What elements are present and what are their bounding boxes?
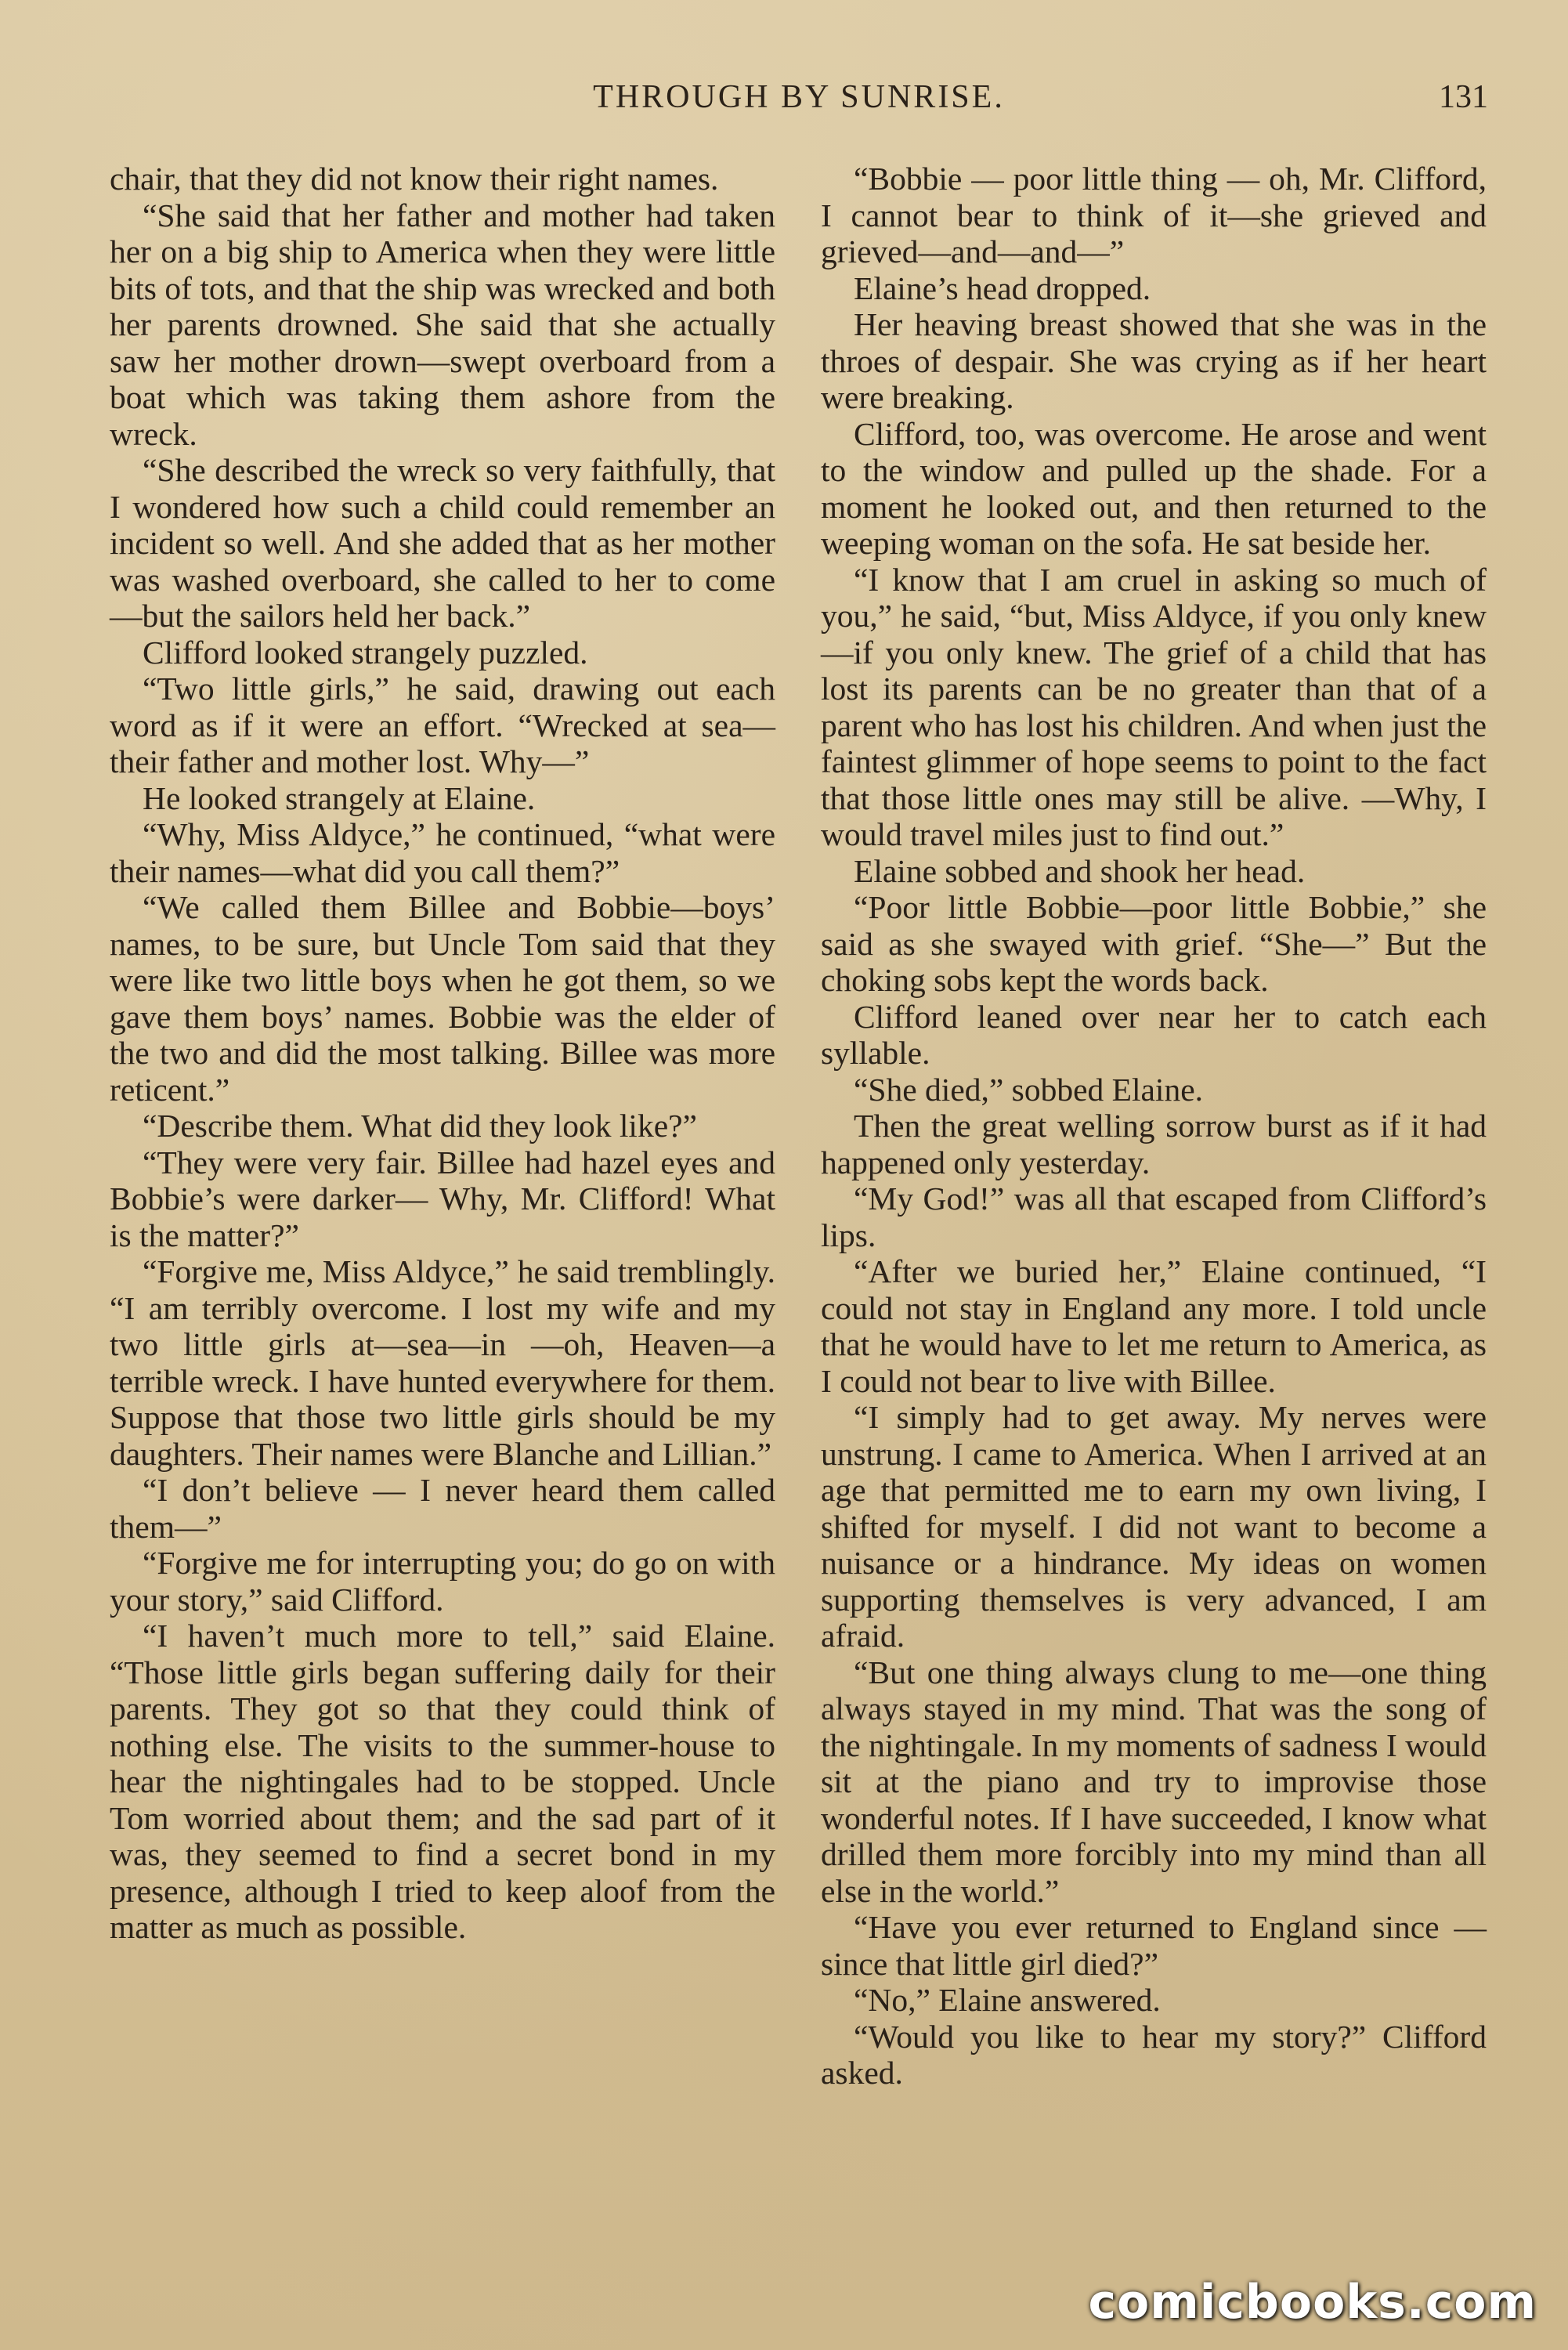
paragraph: “Bobbie — poor little thing — oh, Mr. Clifford, I cannot bear to think of it—she grieved and grieved—and—and—” (821, 161, 1487, 269)
paragraph: “My God!” was all that escaped from Clifford’s lips. (821, 1180, 1487, 1253)
paragraph: “I know that I am cruel in asking so much of you,” he said, “but, Miss Aldyce, if you only knew—if you only knew. The grief of a child that has lost its parents can be no greater than that of a parent who has lost his children. And when just the faintest glimmer of hope seems to point to the fact that those little ones may still be alive. —Why, I would travel miles just to find out.” (821, 561, 1487, 852)
paragraph: Clifford, too, was overcome. He arose and went to the window and pulled up the shade. For a moment he looked out, and then returned to the weeping woman on the sofa. He sat beside her. (821, 415, 1487, 561)
paragraph: “No,” Elaine answered. (854, 1982, 1161, 2018)
site-watermark: comicbooks.com (1088, 2275, 1537, 2330)
paragraph: “Would you like to hear my story?” Clifford asked. (821, 2018, 1487, 2091)
paragraph: “I simply had to get away. My nerves were unstrung. I came to America. When I arrived at an age that permitted me to earn my own living, I shifted for myself. I did not want to become a nuisance or a hindrance. My ideas on women supporting themselves is very advanced, I am afraid. (821, 1399, 1487, 1654)
paragraph: “Forgive me for interrupting you; do go on with your story,” said Clifford. (110, 1545, 775, 1618)
paragraph: chair, that they did not know their right names. (110, 161, 719, 197)
paragraph: Elaine sobbed and shook her head. (854, 852, 1306, 889)
paragraph: “Describe them. What did they look like?” (143, 1108, 697, 1144)
text-column-left (110, 161, 775, 1946)
paragraph: “I don’t believe — I never heard them called them—” (110, 1472, 775, 1545)
paragraph: “But one thing always clung to me—one thing always stayed in my mind. That was the song of the nightingale. In my moments of sadness I would sit at the piano and try to improvise those wonderful notes. If I have succeeded, I know what drilled them more forcibly into my mind than all else in the world.” (821, 1654, 1487, 1909)
paragraph: “I haven’t much more to tell,” said Elaine. “Those little girls began suffering daily for their parents. They got so that they could think of nothing else. The visits to the summer-house to hear the nightingales had to be stopped. Uncle Tom worried about them; and the sad part of it was, they seemed to find a secret bond in my presence, although I tried to keep aloof from the matter as much as possible. (110, 1618, 775, 1945)
running-title: THROUGH BY SUNRISE. (593, 79, 1005, 115)
running-header (110, 78, 1488, 133)
paragraph: “Have you ever returned to England since —since that little girl died?” (821, 1909, 1487, 1982)
paragraph: “Forgive me, Miss Aldyce,” he said tremblingly. “I am terribly overcome. I lost my wife and my two little girls at—sea—in —oh, Heaven—a terrible wreck. I have hunted everywhere for them. Suppose that those two little girls should be my daughters. Their names were Blanche and Lillian.” (110, 1253, 775, 1472)
text-column-right (821, 161, 1487, 2092)
paragraph: Clifford leaned over near her to catch each syllable. (821, 998, 1487, 1071)
page-number: 131 (1439, 79, 1488, 115)
paragraph: “We called them Billee and Bobbie—boys’ names, to be sure, but Uncle Tom said that they were like two little boys when he got them, so we gave them boys’ names. Bobbie was the elder of the two and did the most talking. Billee was more reticent.” (110, 889, 775, 1108)
paragraph: Her heaving breast showed that she was in the throes of despair. She was crying as if her heart were breaking. (821, 306, 1487, 415)
paragraph: Clifford looked strangely puzzled. (143, 634, 588, 671)
paragraph: He looked strangely at Elaine. (143, 779, 536, 816)
paragraph: Elaine’s head dropped. (854, 269, 1151, 306)
paragraph: “Why, Miss Aldyce,” he continued, “what were their names—what did you call them?” (110, 816, 775, 889)
paragraph: “She said that her father and mother had taken her on a big ship to America when they were little bits of tots, and that the ship was wrecked and both her parents drowned. She said that she actually saw her mother drown—swept overboard from a boat which was taking them ashore from the wreck. (110, 197, 775, 452)
paragraph: “After we buried her,” Elaine continued, “I could not stay in England any more. I told uncle that he would have to let me return to America, as I could not bear to live with Billee. (821, 1253, 1487, 1399)
paragraph: Then the great welling sorrow burst as if it had happened only yesterday. (821, 1108, 1487, 1180)
paragraph: “She died,” sobbed Elaine. (854, 1071, 1203, 1108)
paragraph: “Poor little Bobbie—poor little Bobbie,” she said as she swayed with grief. “She—” But the choking sobs kept the words back. (821, 889, 1487, 998)
paragraph: “Two little girls,” he said, drawing out each word as if it were an effort. “Wrecked at sea—their father and mother lost. Why—” (110, 671, 775, 779)
paragraph: “She described the wreck so very faithfully, that I wondered how such a child could remember an incident so well. And she added that as her mother was washed overboard, she called to her to come—but the sailors held her back.” (110, 452, 775, 634)
paragraph: “They were very fair. Billee had hazel eyes and Bobbie’s were darker— Why, Mr. Clifford! What is the matter?” (110, 1144, 775, 1253)
